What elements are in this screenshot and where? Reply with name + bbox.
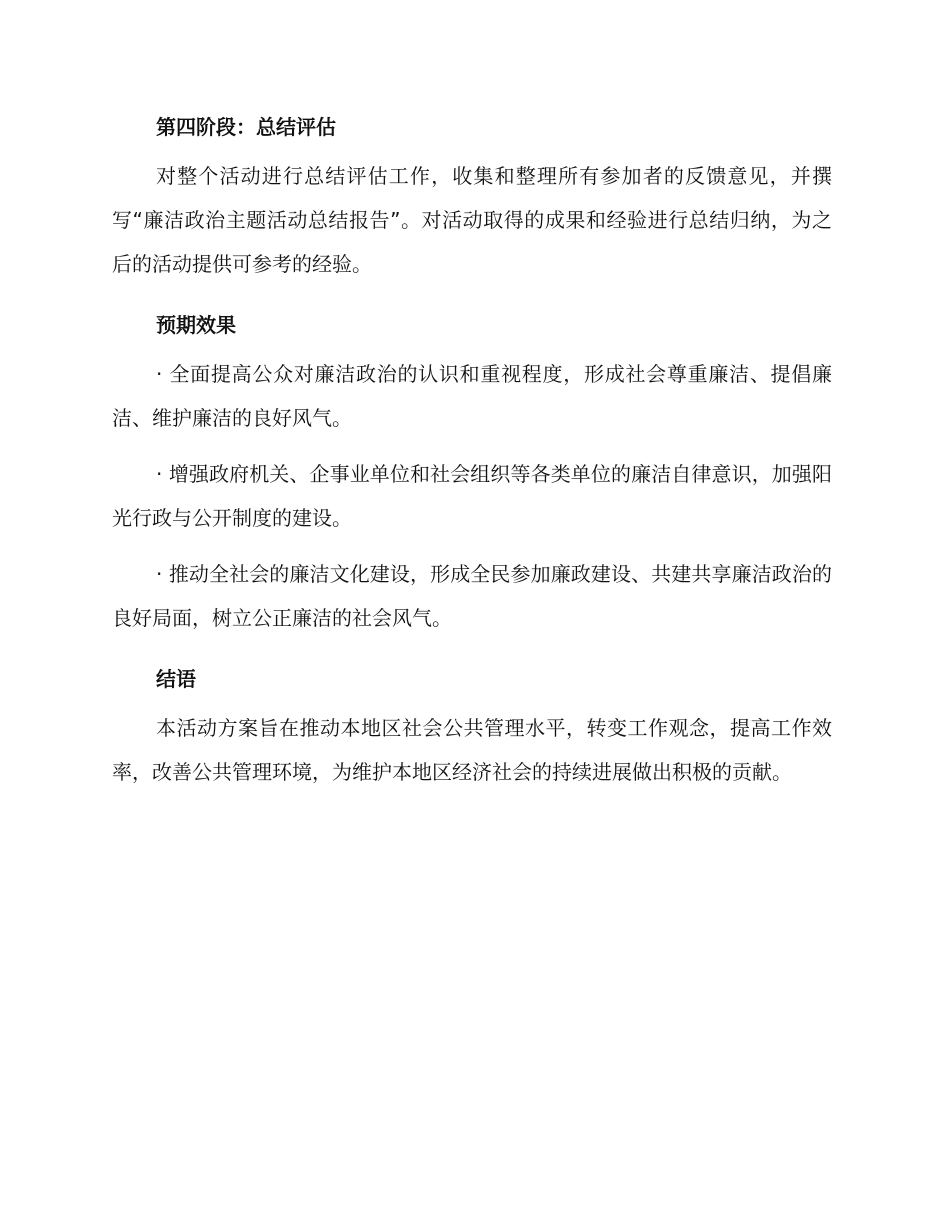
paragraph-conclusion: 本活动方案旨在推动本地区社会公共管理水平，转变工作观念，提高工作效率，改善公共管理环境，为维护本地区经济社会的持续进展做出积极的贡献。: [112, 716, 832, 784]
section-heading-summary-evaluation: 第四阶段：总结评估: [156, 115, 336, 139]
bullet-paragraph-self-discipline: · 增强政府机关、企事业单位和社会组织等各类单位的廉洁自律意识，加强阳光行政与公开制度的建设。: [112, 462, 832, 530]
section-heading-conclusion: 结语: [156, 667, 196, 691]
document-body: [112, 112, 832, 794]
paragraph-summary-evaluation: 对整个活动进行总结评估工作，收集和整理所有参加者的反馈意见，并撰写“廉洁政治主题活动总结报告”。对活动取得的成果和经验进行总结归纳，为之后的活动提供可参考的经验。: [112, 164, 832, 276]
bullet-paragraph-integrity-culture: · 推动全社会的廉洁文化建设，形成全民参加廉政建设、共建共享廉洁政治的良好局面，树立公正廉洁的社会风气。: [112, 562, 832, 630]
bullet-paragraph-public-awareness: · 全面提高公众对廉洁政治的认识和重视程度，形成社会尊重廉洁、提倡廉洁、维护廉洁的良好风气。: [112, 362, 832, 430]
section-heading-expected-effects: 预期效果: [156, 313, 236, 337]
